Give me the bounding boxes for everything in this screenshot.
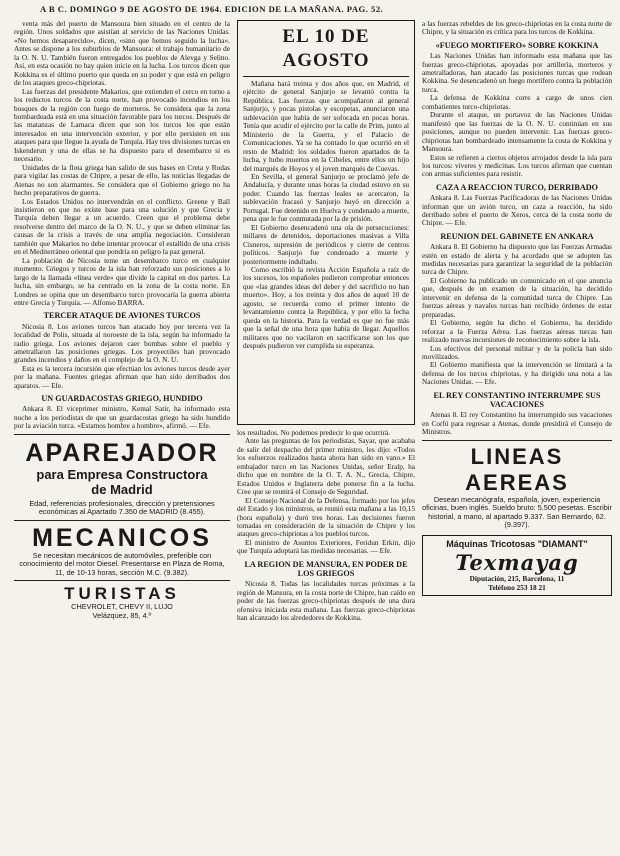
article-paragraph: El Gobierno, según ha dicho el Gobierno, ha decidido reforzar a la Fuerza Aérea. Las fuerzas aéreas turcas han realizado nuevas incursiones de reconocimiento sobre la isla. [422, 318, 612, 345]
headline-king: EL REY CONSTANTINO INTERRUMPE SUS VACACIONES [433, 390, 601, 410]
ad-text: Desean mecanógrafa, española, joven, experiencia oficinas, buen inglés. Sueldo bruto: 5.500 pesetas. Escribir historial, a mano, al apartado 9.337. San Bernardo, 62. (9.397). [422, 494, 612, 529]
ad-title: LINEAS AEREAS [465, 443, 569, 495]
ad-text: CHEVROLET, CHEVY II, LUJO [71, 602, 173, 612]
divider [14, 520, 230, 521]
article-paragraph: El Gobierno ha publicado un comunicado en el que anuncia que, después de un examen de la situación, ha decidido intervenir en defensa de la comunidad turca de Chipre. Las fuerzas aéreas y navales turcas han recibido órdenes de estar preparadas. [422, 275, 612, 319]
featured-box [237, 20, 415, 425]
page-header: A B C. DOMINGO 9 DE AGOSTO DE 1964. EDICION DE LA MAÑANA. PAG. 52. [40, 4, 384, 14]
ad-text: Edad, referencias profesionales, dirección y pretensiones económicas al Apartado 7.350 de MADRID (8.455). [29, 498, 215, 517]
article-paragraph: los resultados. No podemos predecir lo que ocurrirá. [237, 428, 390, 437]
article-paragraph: Las Naciones Unidas han informado esta mañana que las fuerzas greco-chipriotas, apoyadas por artillería, morteros y ametralladoras, han atacado las posiciones turcas que rodean Kokkina. Se desencadenó un fuego mortífero contra la población turca. [422, 51, 612, 94]
article-paragraph: Las fuerzas del presidente Makarios, que extienden el cerco en torno a los reductos turcos de la costa norte, han provocado incendios en los bosques de la región con fuego de morteros. Se considera que la zona bombardeada está en una situación favorable para los turcos. Después de las matanzas de Larnaca dicen que son los turcos los que están interesados en una intervención exterior, y por ello persisten en sus ataques para que llegue la ayuda de Turquía. Hay tres divisiones turcas en Iskenderun y una de ellas se ha dispuesto para el desembarco si es necesario. [14, 86, 230, 164]
article-paragraph: Ante las preguntas de los periodistas, Sayar, que acababa de salir del despacho del primer ministro, les dijo: «Todos los esfuerzos realizados hasta ahora han sido en vano.» El embajador turco en las Naciones Unidas, señor Eralp, ha dicho que en nombre de la O. T. A. N., Grecia, Chipre, Estados Unidos e Inglaterra debe ponerse fin a la lucha. Cree que se reunirá el Consejo de Seguridad. [237, 436, 415, 497]
column-middle [237, 20, 415, 850]
ad-title: TURISTAS [64, 584, 180, 604]
ad-subtitle: de Madrid [91, 481, 153, 497]
ad-aparejador [14, 439, 230, 517]
article-paragraph: El ministro de Asuntos Exteriores, Feridun Erkin, dijo que Turquía adoptará las medidas necesarias. — Efe. [237, 537, 415, 556]
article-paragraph: Atenas 8. El rey Constantino ha interrumpido sus vacaciones en Corfú para regresar a Atenas, donde presidirá el Consejo de Ministros. [422, 410, 612, 437]
ad-mecanicos [14, 524, 230, 577]
column-right [422, 20, 612, 850]
ad-text: Diputación, 215, Barcelona, 11 [469, 574, 565, 584]
article-paragraph: Durante el ataque, un portavoz de las Naciones Unidas manifestó que las fuerzas de la O. N. U. continúan en sus posiciones, aunque no pueden intervenir. Las fuerzas greco-chipriotas han bombardeado intensamente la costa de Kokkina y Mansoura. [422, 110, 612, 154]
article-paragraph: Ankara 8. El Gobierno ha dispuesto que las Fuerzas Armadas estén en estado de alerta y ha acordado que se adopten las medidas necesarias para garantizar la seguridad de la población turca de Chipre. [422, 242, 612, 277]
article-paragraph: Estos se refieren a ciertos objetos arrojados desde la isla para los turcos: víveres y medicinas. Los turcos afirman que cuentan con armas suficientes para resistir. [422, 152, 612, 179]
article-paragraph: Mañana hará treinta y dos años que, en Madrid, el ejército de general Sanjurjo se levantó contra la República. Las fuerzas que acompañaron al general Sanjurjo, y pocas pistolas y escopetas, anunciaron una sublevación que había de ser sofocada en pocas horas. Tenía que acudir el ejército por la calle de Prim, junto al Ministerio de la Guerra, y el Palacio de Comunicaciones. Ya se ha contado lo que ocurrió en el resto de Madrid: los soldados fueron apartados de la lucha, y hubo muertos en la Cibeles, entre ellos un hijo del marqués de Hoyos y el joven marqués de Cuevas. [243, 79, 409, 173]
article-paragraph: Esta es la tercera incursión que efectúan los aviones turcos desde ayer por la mañana. Fuentes griegas afirman que han sido derribados dos aparatos. — Efe. [14, 363, 230, 390]
article-paragraph: Ankara 8. El viceprimer ministro, Kemal Satir, ha informado esta noche a los periodistas de que un guardacostas griego ha sido hundido por la aviación turca. «Estamos hombre a hombre», afirmó. — Efe. [14, 404, 230, 431]
headline-kokkina: «FUEGO MORTIFERO» SOBRE KOKKINA [435, 40, 599, 50]
article-continuation [237, 429, 415, 556]
divider [243, 76, 409, 77]
headline-cabinet: REUNION DEL GABINETE EN ANKARA [440, 231, 594, 241]
article-paragraph: La defensa de Kokkina corre a cargo de unos cien combatientes turco-chipriotas. [422, 93, 612, 111]
ad-text: Velázquez, 85, 4.º [92, 610, 152, 620]
article-paragraph: Los efectivos del personal militar y de la policía han sido movilizados. [422, 343, 612, 362]
ad-text: Se necesitan mecánicos de automóviles, preferible con conocimiento del motor Diesel. Presentarse en Plaza de Roma, 11, de 10-13 horas, sección M.C. (9.382). [19, 550, 225, 577]
ad-title: MECANICOS [32, 523, 212, 552]
ad-title: APAREJADOR [25, 438, 219, 467]
column-left [14, 20, 230, 850]
divider [14, 434, 230, 435]
ad-turistas [14, 584, 230, 620]
ad-diamant [422, 535, 612, 596]
ad-lineas-aereas [422, 444, 612, 530]
ad-title: Máquinas Tricotosas "DIAMANT" [446, 539, 588, 550]
article-paragraph: El Gobierno desencadenó una ola de persecuciones: millares de detenidos, deportaciones masivas a Villa Cisneros, supresión de periódicos y cierre de centros políticos. Sanjurjo fue condenado a muerte y posteriormente indultado. [243, 222, 409, 266]
headline-air-attack: TERCER ATAQUE DE AVIONES TURCOS [43, 311, 201, 321]
article-paragraph: Ankara 8. Las Fuerzas Pacificadoras de las Naciones Unidas informan que un avión turco, un caza a reacción, ha sido derribado sobre el puerto de Xeros, cerca de la costa norte de Chipre. — Efe. [422, 193, 612, 228]
headline-mansura: LA REGION DE MANSURA, EN PODER DE LOS GRIEGOS [244, 559, 408, 578]
headline-coastguard: UN GUARDACOSTAS GRIEGO, HUNDIDO [41, 394, 203, 404]
article-paragraph: a las fuerzas rebeldes de los greco-chipriotas en la costa norte de Chipre, y la situación es crítica para los turcos de Kokkina. [422, 20, 612, 37]
divider [422, 440, 612, 441]
featured-title: EL 10 DE AGOSTO [282, 26, 370, 71]
divider [14, 580, 230, 581]
ad-subtitle: para Empresa Constructora [36, 466, 208, 482]
article-paragraph: Unidades de la flota griega han salido de sus bases en Creta y Rodas para vigilar las costas de Chipre, a pesar de ello, las noticias llegadas de Atenas no son alarmantes. Se considera que el Gobierno griego no ha hecho preparativos de guerra. [14, 162, 230, 198]
article-paragraph: Como escribió la revista Acción Española a raíz de los sucesos, los españoles pudieron comprobar entonces que «las grandes ideas del deber y del sacrificio no han muerto». Hoy, a los treinta y dos años de aquel 10 de agosto, se recuerda como el primer intento de levantamiento contra la República, y por ello la fecha queda en la historia. Para la verdad es que no fue más que la señal de una hora que había de llegar. Aquellos militares que no vacilaron en sacrificarse son los que después pudieron ver cumplida su esperanza. [243, 264, 409, 351]
article-paragraph: En Sevilla, el general Sanjurjo se proclamó jefe de Andalucía, y durante unas horas la ciudad estuvo en su poder. Cuando las fuerzas leales se acercaron, la sublevación fracasó y Sanjurjo huyó en dirección a Portugal. Fue detenido en Huelva y condenado a muerte, pena que le fue conmutada por la de prisión. [243, 171, 409, 224]
ad-text: Teléfono 253 18 21 [488, 582, 546, 592]
article-paragraph: Nicosia 8. Los aviones turcos han atacado hoy por tercera vez la localidad de Polis, situada al noroeste de la isla, según ha informado la radio griega. Los aviones dejaron caer bombas sobre el pueblo y ametrallaron las posiciones griegas. Los proyectiles han provocado grandes incendios y daños en el complejo de la O. N. U. [14, 321, 230, 365]
article-paragraph: El Gobierno manifiesta que la intervención se limitará a la defensa de los turcos chipriotas, y ha dirigido una nota a las Naciones Unidas. — Efe. [422, 360, 612, 387]
article-paragraph: Los Estados Unidos no intervendrán en el conflicto. Greene y Ball insistieron en que no existe base para una solución y que Grecia y Turquía deben llegar a un acuerdo. Creen que el problema debe resolverse dentro del marco de la O. N. U., y que se deben eliminar las causas de la crisis a través de una amplia negociación. Consideran también que Makarios no debe intentar provocar el estallido de una crisis en el Mediterráneo oriental que pondría en peligro la paz general. [14, 196, 230, 257]
ad-brand: Texmayag [455, 550, 579, 576]
article-paragraph: La población de Nicosia teme un desembarco turco en cualquier momento. Griegos y turcos de la isla han reforzado sus posiciones a lo largo de la llamada «línea verde» que divide la capital en dos partes. La lucha, sin embargo, se ha centrado en la zona de la costa norte. En Londres se opina que un desembarco turco provocaría la guerra abierta entre Grecia y Turquía. — Alfonso BARRA. [14, 255, 230, 307]
article-paragraph: Nicosia 8. Todas las localidades turcas próximas a la región de Mansura, en la costa norte de Chipre, han caído en poder de las fuerzas greco-chipriotas después de una dura ofensiva iniciada esta mañana. Las fuerzas greco-chipriotas han alcanzado los alrededores de Kokkina. [237, 579, 415, 623]
article-paragraph: El Consejo Nacional de la Defensa, formado por los jefes del Estado y los ministros, se reunió esta mañana a las 10,15 (hora española) y duró tres horas. Las decisiones fueron tomadas en consideración de la situación de Chipre y los ataques greco-chipriotas a los pueblos turcos. [237, 495, 415, 539]
headline-jet: CAZA A REACCION TURCO, DERRIBADO [435, 182, 599, 192]
article-paragraph: venta más del puerto de Mansoura bien situado en el centro de la región. Unos soldados que asistían al servicio de las Naciones Unidas. «No hemos desaparecido», dicen, «sino que hemos seguido la lucha». Antes se dispone a los suburbios de Mansoura: el trabajo humanitario de la O. N. U. También fueron entregados los pueblos de Alevga y Selino. Así, en esta ocasión no hay quien inicie en la lucha. Los turcos dicen que Kokkina es el último puerto que queda en su poder y que está en peligro de los ataques greco-chipriotas. [14, 20, 230, 88]
